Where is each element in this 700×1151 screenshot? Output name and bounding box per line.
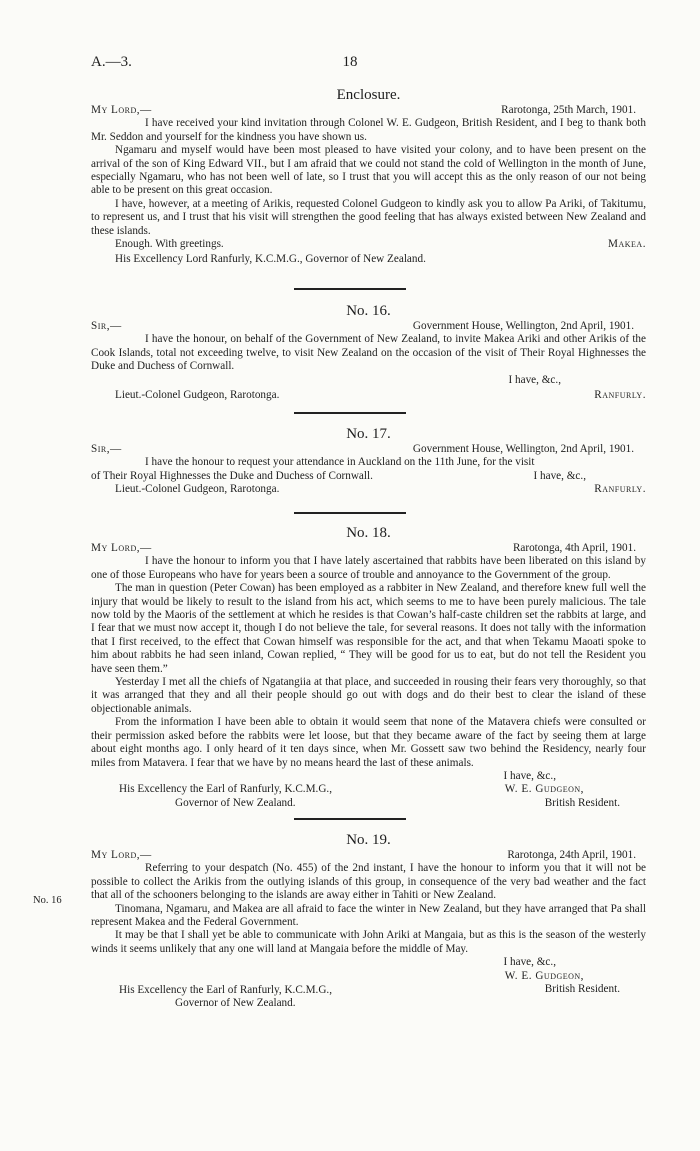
letter-no19-addressee-line2: Governor of New Zealand.	[175, 997, 296, 1010]
letter-no17-body-line2: of Their Royal Highnesses the Duke and Duchess of Cornwall.	[91, 469, 373, 482]
letter-no19	[91, 831, 646, 1010]
letter-no19-addressee-line1: His Excellency the Earl of Ranfurly, K.C.M.G.,	[119, 983, 333, 996]
letter-no17-closing: I have, &c.,	[533, 469, 586, 482]
letter-no18-salutation: My Lord,—	[91, 542, 152, 554]
letter-no18-paragraph: Yesterday I met all the chiefs of Ngatangiia at that place, and succeeded in rousing their fears very thoroughly, so that it was arranged that they and all their people should go out with dogs and do their best to clear the island of these objectionable animals.	[91, 676, 646, 715]
letter-no19-paragraph: It may be that I shall yet be able to communicate with John Ariki at Mangaia, but as this is the season of the westerly winds it seems unlikely that any one will land at Mangaia before the middle of May.	[91, 929, 646, 955]
letter-no16-addressee: Lieut.-Colonel Gudgeon, Rarotonga.	[115, 389, 280, 402]
letter-no17	[91, 425, 646, 497]
letter-no19-header-row	[91, 849, 646, 862]
letter-no18-signature-name: W. E. Gudgeon,	[504, 783, 584, 796]
letter-no16-header-row	[91, 320, 646, 333]
letter-no16-signature: Ranfurly.	[594, 389, 646, 402]
enclosure-paragraph: I have received your kind invitation through Colonel W. E. Gudgeon, British Resident, and I beg to thank both Mr. Seddon and yourself for the kindness you have shown us.	[91, 117, 646, 143]
letter-no19-paragraph: Referring to your despatch (No. 455) of the 2nd instant, I have the honour to inform you that it will not be possible to collect the Arikis from the outlying islands of this group, in consequence of the very bad weather and the fact that all of the schooners belonging to the islands are away either in Tahiti or New Zealand.	[91, 862, 646, 902]
letter-no16-body: I have the honour, on behalf of the Government of New Zealand, to invite Makea Ariki and other Arikis of the Cook Islands, total not exceeding twelve, to visit New Zealand on the occasion of the visit of Their Royal Highnesses the Duke and Duchess of Cornwall.	[91, 333, 646, 373]
letter-no19-paragraph: Tinomana, Ngamaru, and Makea are all afraid to face the winter in New Zealand, but they have arranged that Pa shall represent Makea and the Federal Government.	[91, 902, 646, 929]
enclosure-salutation: My Lord,—	[91, 104, 152, 116]
letter-no18-addressee	[91, 783, 332, 810]
section-divider	[294, 412, 406, 414]
letter-no19-closing: I have, &c.,	[503, 956, 556, 969]
letter-no18-paragraph: The man in question (Peter Cowan) has been employed as a rabbiter in New Zealand, and therefore knew full well the injury that would be likely to result to the island from his act, which seems to me to have been purely malicious. The tale now told by the Maoris of the settlement at which he resides is that Cowan’s half-caste children set the rabbits at large, and I fear that we must now accept it, though I do not believe the tale, for several reasons. It does not tally with the information that I first received, to the effect that Cowan himself was responsible for the act, and that when Tekamu Maoati spoke to him about rabbits he had seen inland, Cowan replied, “ They will be good for us to eat, but do not tell the Resident you have seen them.”	[91, 582, 646, 675]
letter-no17-title: No. 17.	[346, 426, 391, 442]
letter-no18-place-date: Rarotonga, 4th April, 1901.	[512, 542, 636, 554]
letter-no17-place-date: Government House, Wellington, 2nd April, 1901.	[412, 443, 634, 455]
letter-no19-title: No. 19.	[346, 832, 391, 848]
letter-no18-title: No. 18.	[346, 525, 391, 541]
letter-no17-body-row	[91, 470, 646, 483]
letter-no18-paragraph: From the information I have been able to obtain it would seem that none of the Matavera chiefs were consulted or their permission asked before the rabbits were let loose, but that they became aware of the fact by seeing them at large about eight months ago. I only heard of it ten days since, when Mr. Gossett saw two behind the Residency, nearly four miles from Matavera. I fear that we have by no means heard the last of these animals.	[91, 716, 646, 769]
letter-no19-signature	[505, 970, 646, 1011]
letter-no16-salutation: Sir,—	[91, 320, 122, 332]
enclosure-place-date: Rarotonga, 25th March, 1901.	[501, 104, 636, 116]
enclosure-paragraph: Ngamaru and myself would have been most pleased to have visited your colony, and to have been present on the arrival of the son of King Edward VII., but I am afraid that we could not stand the cold of Wellington in the month of June, especially Ngamaru, who has not been well of late, so I trust that you will accept this as the only reason of our not being able to be present on this great occasion.	[91, 144, 646, 197]
letter-no18-addressee-line2: Governor of New Zealand.	[175, 796, 296, 809]
letter-no18	[91, 524, 646, 810]
enclosure-signature: Makea.	[608, 238, 646, 251]
letter-no16-closing: I have, &c.,	[508, 373, 561, 386]
letter-no16-title: No. 16.	[346, 303, 391, 319]
section-divider	[294, 288, 406, 290]
letter-no18-signature	[505, 783, 646, 810]
letter-no19-sign-block	[91, 970, 646, 1011]
enclosure-addressee: His Excellency Lord Ranfurly, K.C.M.G., Governor of New Zealand.	[115, 253, 426, 266]
letter-no16	[91, 302, 646, 402]
enclosure-paragraph: I have, however, at a meeting of Arikis, requested Colonel Gudgeon to kindly ask you to allow Pa Ariki, of Takitumu, to represent us, and I trust that his visit will strengthen the good feeling that has always existed between New Zealand and these islands.	[91, 197, 646, 237]
letter-no17-salutation: Sir,—	[91, 443, 122, 455]
letter-no19-salutation: My Lord,—	[91, 849, 152, 861]
letter-no17-footer-row	[91, 483, 646, 496]
section-divider	[294, 818, 406, 820]
letter-no19-place-date: Rarotonga, 24th April, 1901.	[507, 849, 636, 861]
letter-no19-addressee	[91, 970, 332, 1011]
margin-note: No. 16	[33, 895, 62, 906]
letter-no19-signature-title: British Resident.	[544, 983, 620, 996]
section-divider	[294, 512, 406, 514]
document-reference: A.—3.	[91, 54, 132, 70]
letter-no18-header-row	[91, 542, 646, 555]
letter-no17-signature: Ranfurly.	[594, 483, 646, 496]
letter-no16-place-date: Government House, Wellington, 2nd April, 1901.	[412, 320, 634, 332]
letter-no17-body-line1: I have the honour to request your attendance in Auckland on the 11th June, for the visit	[145, 456, 535, 469]
page-number: 18	[342, 54, 358, 70]
enclosure-header-row	[91, 104, 646, 117]
letter-no18-addressee-line1: His Excellency the Earl of Ranfurly, K.C.M.G.,	[119, 783, 333, 796]
enclosure-closing-row	[91, 238, 646, 251]
letter-no19-signature-name: W. E. Gudgeon,	[504, 969, 584, 982]
letter-no18-paragraph: I have the honour to inform you that I have lately ascertained that rabbits have been liberated on this island by one of those Europeans who have for years been a source of trouble and annoyance to the Government of the group.	[91, 555, 646, 581]
letter-no18-sign-block	[91, 783, 646, 810]
letter-no16-footer-row	[91, 389, 646, 402]
letter-no17-addressee: Lieut.-Colonel Gudgeon, Rarotonga.	[115, 483, 280, 496]
letter-no18-signature-title: British Resident.	[544, 796, 620, 809]
letter-no17-header-row	[91, 443, 646, 456]
enclosure-section	[91, 86, 646, 267]
enclosure-closing: Enough. With greetings.	[115, 238, 224, 251]
enclosure-title: Enclosure.	[336, 87, 401, 103]
letter-no18-closing: I have, &c.,	[503, 769, 556, 782]
